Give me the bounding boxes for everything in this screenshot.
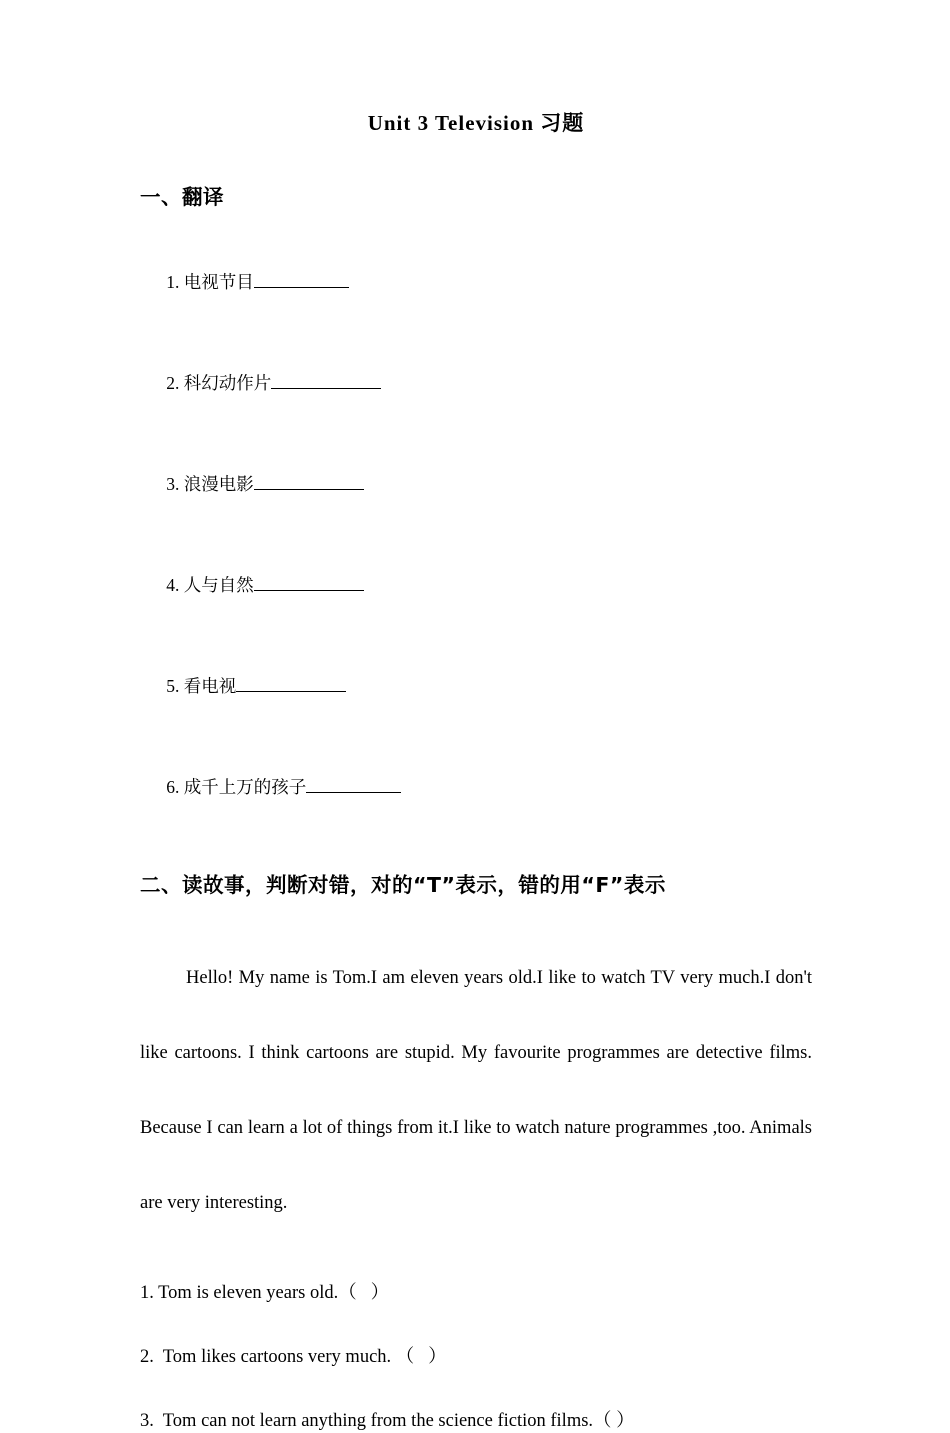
- answer-blank[interactable]: [254, 272, 349, 288]
- answer-blank[interactable]: [271, 373, 381, 389]
- document-content: [140, 108, 812, 1433]
- answer-blank[interactable]: [254, 575, 364, 591]
- story-paragraph: [140, 941, 812, 1241]
- list-item: [140, 552, 812, 618]
- translation-item-text: 3. 浪漫电影: [166, 474, 254, 494]
- list-item: [140, 451, 812, 517]
- translation-item-text: 4. 人与自然: [166, 575, 254, 595]
- list-item: [140, 653, 812, 719]
- translation-item-text: 6. 成千上万的孩子: [166, 777, 307, 797]
- list-item: 2. Tom likes cartoons very much. （ ）: [140, 1347, 447, 1367]
- list-item: 3. Tom can not learn anything from the science fiction films.（ ）: [140, 1411, 635, 1431]
- translation-item-text: 2. 科幻动作片: [166, 373, 272, 393]
- list-item: [140, 754, 812, 820]
- translation-item-text: 5. 看电视: [166, 676, 237, 696]
- answer-blank[interactable]: [306, 777, 401, 793]
- list-item: 1. Tom is eleven years old.（ ）: [140, 1283, 390, 1303]
- list-item: [140, 249, 812, 315]
- section-heading-truefalse: 二、读故事，判断对错，对的“T”表示，错的用“F”表示: [140, 873, 666, 897]
- answer-blank[interactable]: [236, 676, 346, 692]
- answer-blank[interactable]: [254, 474, 364, 490]
- section-heading-translation: 一、翻译: [140, 185, 224, 209]
- story-text: Hello! My name is Tom.I am eleven years old.I like to watch TV very much.I don't like cartoons. I think cartoons are stupid. My favourite programmes are detective films. Because I can learn a lot of things from it.I like to watch nature programmes ,too. Animals are very interesting.: [140, 968, 812, 1213]
- list-item: [140, 350, 812, 416]
- page-title: Unit 3 Television 习题: [367, 111, 585, 135]
- translation-item-text: 1. 电视节目: [166, 272, 254, 292]
